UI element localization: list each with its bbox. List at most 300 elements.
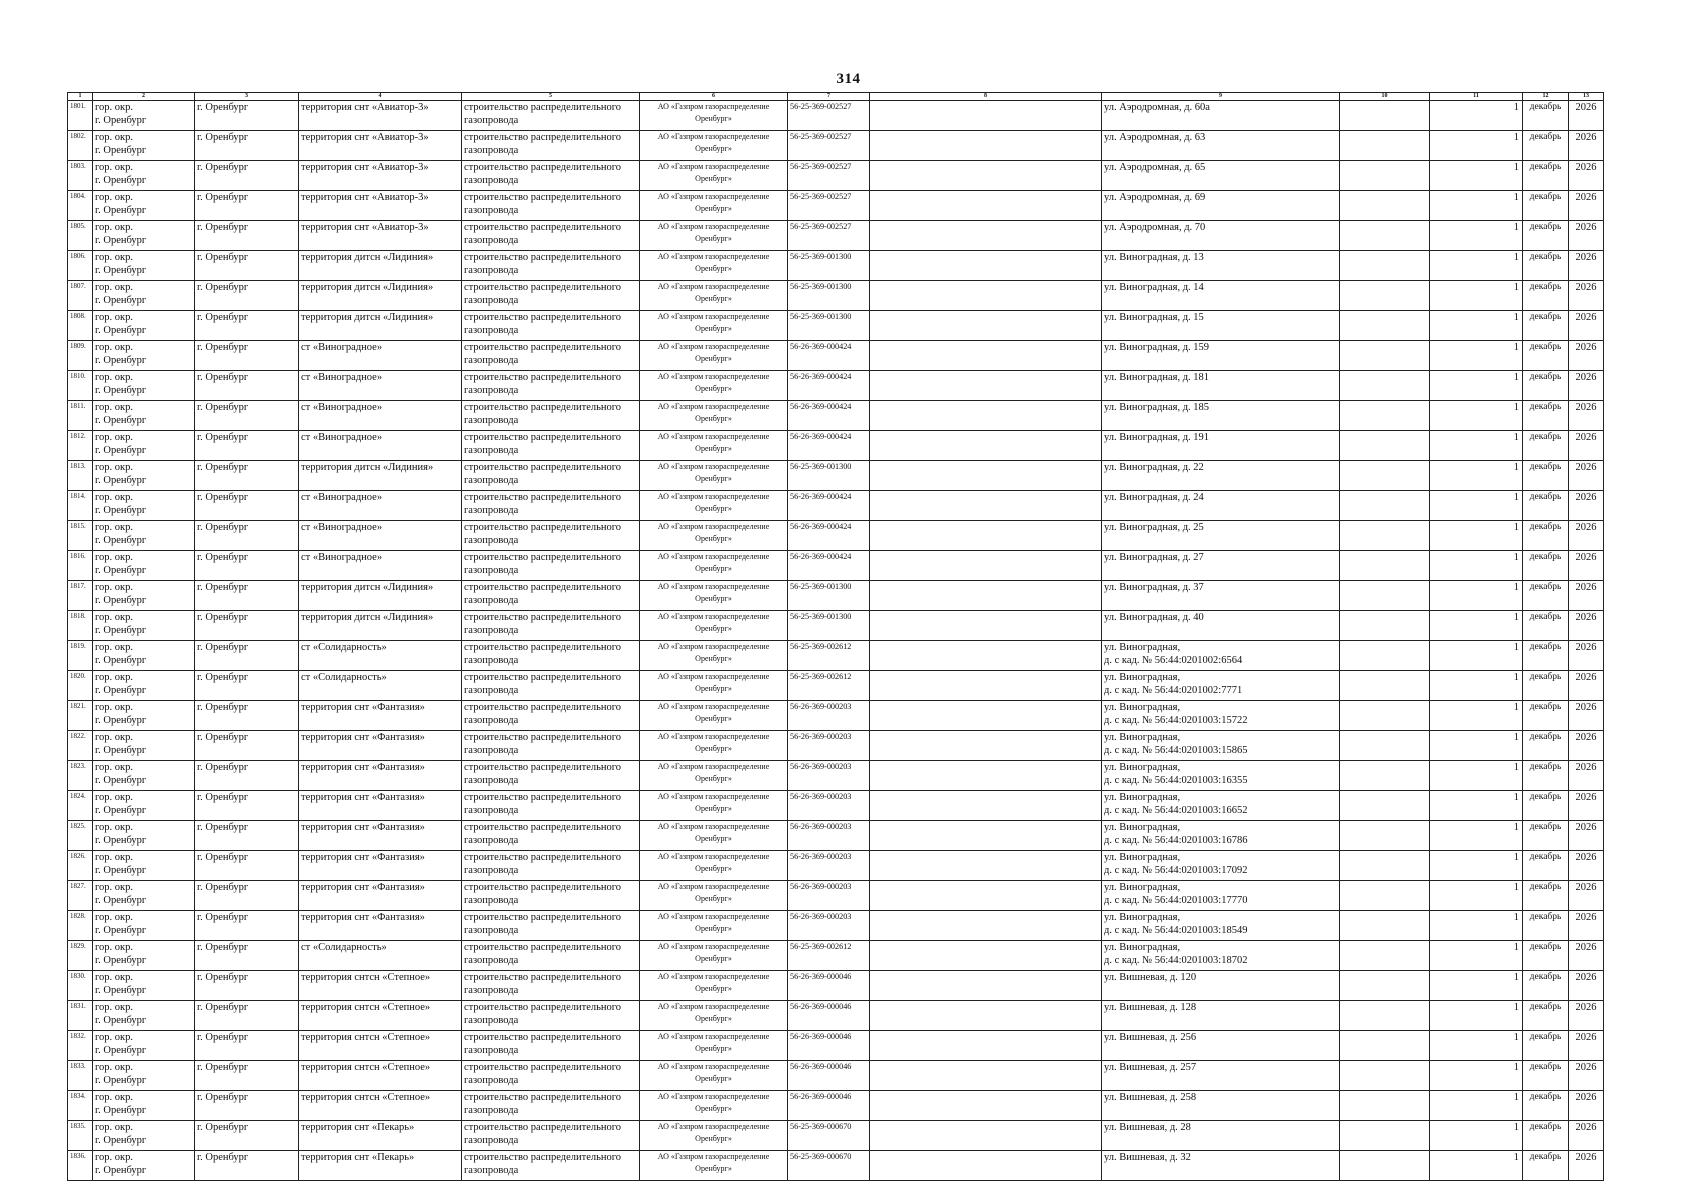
address-line-2: д. с кад. № 56:44:0201003:17770 [1104,895,1248,906]
organization-line-1: АО «Газпром газораспределение [657,372,770,381]
cell-code [788,1121,870,1151]
cell-qty [1430,1151,1523,1181]
year: 2026 [1575,1092,1597,1103]
cell-district [93,281,195,311]
cell-work [462,641,640,671]
month: декабрь [1529,1152,1562,1162]
organization-line-2: Оренбург» [695,1104,732,1113]
organization-line-1: АО «Газпром газораспределение [657,702,770,711]
network-code: 56-26-369-000203 [790,852,852,861]
district-line-2: г. Оренбург [95,115,147,126]
cell-org [640,941,788,971]
cell-empty8 [870,161,1102,191]
cell-work [462,911,640,941]
cell-work [462,491,640,521]
month: декабрь [1529,612,1562,622]
cell-city [195,641,299,671]
network-code: 56-25-369-002612 [790,642,852,651]
cell-year [1569,551,1604,581]
cell-num [68,761,93,791]
quantity: 1 [1513,582,1519,593]
cell-num [68,821,93,851]
district-line-1: гор. окр. [95,882,134,893]
cell-month [1523,671,1569,701]
table-row [68,821,1604,851]
work-line-2: газопровода [464,955,519,966]
cell-num [68,971,93,1001]
cell-territory [299,851,462,881]
district-line-1: гор. окр. [95,552,134,563]
cell-year [1569,221,1604,251]
territory: территория дитсн «Лидиния» [301,252,434,263]
cell-empty10 [1340,521,1430,551]
cell-year [1569,851,1604,881]
cell-territory [299,1091,462,1121]
work-line-1: строительство распределительного [464,432,622,443]
quantity: 1 [1513,492,1519,503]
cell-code [788,911,870,941]
cell-num [68,671,93,701]
cell-month [1523,131,1569,161]
cell-qty [1430,521,1523,551]
cell-year [1569,1001,1604,1031]
cell-code [788,641,870,671]
year: 2026 [1575,102,1597,113]
cell-city [195,761,299,791]
work-line-2: газопровода [464,385,519,396]
cell-address [1102,491,1340,521]
cell-month [1523,851,1569,881]
cell-work [462,101,640,131]
work-line-1: строительство распределительного [464,912,622,923]
network-code: 56-25-369-002527 [790,102,852,111]
organization-line-1: АО «Газпром газораспределение [657,642,770,651]
month: декабрь [1529,162,1562,172]
cell-month [1523,551,1569,581]
cell-month [1523,371,1569,401]
month: декабрь [1529,1002,1562,1012]
cell-year [1569,1061,1604,1091]
table-row [68,521,1604,551]
district-line-2: г. Оренбург [95,325,147,336]
cell-territory [299,281,462,311]
settlement: г. Оренбург [197,402,249,413]
district-line-1: гор. окр. [95,822,134,833]
cell-num [68,161,93,191]
table-row [68,401,1604,431]
territory: территория дитсн «Лидиния» [301,312,434,323]
district-line-2: г. Оренбург [95,685,147,696]
cell-month [1523,1091,1569,1121]
cell-year [1569,491,1604,521]
territory: территория снт «Авиатор-3» [301,102,429,113]
cell-empty8 [870,341,1102,371]
cell-territory [299,101,462,131]
work-line-2: газопровода [464,685,519,696]
month: декабрь [1529,492,1562,502]
district-line-1: гор. окр. [95,222,134,233]
network-code: 56-26-369-000424 [790,342,852,351]
cell-empty8 [870,761,1102,791]
month: декабрь [1529,1122,1562,1132]
cell-district [93,1121,195,1151]
table-row [68,791,1604,821]
cell-year [1569,191,1604,221]
work-line-1: строительство распределительного [464,402,622,413]
organization-line-1: АО «Газпром газораспределение [657,732,770,741]
cell-qty [1430,221,1523,251]
month: декабрь [1529,1092,1562,1102]
cell-empty8 [870,281,1102,311]
cell-address [1102,1121,1340,1151]
cell-empty8 [870,971,1102,1001]
year: 2026 [1575,402,1597,413]
cell-year [1569,731,1604,761]
cell-city [195,941,299,971]
territory: территория снт «Фантазия» [301,732,425,743]
cell-qty [1430,701,1523,731]
cell-empty8 [870,1091,1102,1121]
cell-address [1102,641,1340,671]
cell-district [93,581,195,611]
month: декабрь [1529,372,1562,382]
territory: территория дитсн «Лидиния» [301,282,434,293]
cell-district [93,911,195,941]
settlement: г. Оренбург [197,882,249,893]
cell-code [788,851,870,881]
cell-qty [1430,311,1523,341]
cell-empty10 [1340,641,1430,671]
cell-district [93,1061,195,1091]
year: 2026 [1575,672,1597,683]
cell-org [640,311,788,341]
cell-address [1102,911,1340,941]
work-line-1: строительство распределительного [464,882,622,893]
organization-line-1: АО «Газпром газораспределение [657,822,770,831]
year: 2026 [1575,1032,1597,1043]
cell-empty10 [1340,911,1430,941]
cell-year [1569,611,1604,641]
cell-city [195,161,299,191]
cell-empty8 [870,1121,1102,1151]
organization-line-2: Оренбург» [695,864,732,873]
cell-qty [1430,971,1523,1001]
cell-num [68,251,93,281]
cell-org [640,161,788,191]
row-number: 1806. [70,252,86,260]
cell-empty10 [1340,971,1430,1001]
organization-line-2: Оренбург» [695,354,732,363]
settlement: г. Оренбург [197,162,249,173]
district-line-1: гор. окр. [95,342,134,353]
work-line-2: газопровода [464,745,519,756]
row-number: 1810. [70,372,86,380]
address-line-1: ул. Виноградная, [1104,672,1181,683]
cell-qty [1430,611,1523,641]
organization-line-1: АО «Газпром газораспределение [657,552,770,561]
column-header: 2 [93,93,195,101]
cell-qty [1430,851,1523,881]
cell-empty8 [870,371,1102,401]
cell-month [1523,251,1569,281]
cell-num [68,581,93,611]
work-line-1: строительство распределительного [464,1062,622,1073]
work-line-1: строительство распределительного [464,612,622,623]
cell-district [93,731,195,761]
table-row [68,551,1604,581]
cell-district [93,521,195,551]
cell-work [462,251,640,281]
cell-code [788,221,870,251]
district-line-1: гор. окр. [95,522,134,533]
cell-month [1523,791,1569,821]
month: декабрь [1529,222,1562,232]
address-line-1: ул. Виноградная, д. 22 [1104,462,1204,473]
work-line-2: газопровода [464,175,519,186]
column-header: 4 [299,93,462,101]
address-line-1: ул. Вишневая, д. 257 [1104,1062,1197,1073]
organization-line-2: Оренбург» [695,204,732,213]
table-row [68,281,1604,311]
cell-month [1523,191,1569,221]
cell-address [1102,671,1340,701]
quantity: 1 [1513,312,1519,323]
cell-address [1102,311,1340,341]
organization-line-2: Оренбург» [695,594,732,603]
cell-qty [1430,821,1523,851]
settlement: г. Оренбург [197,732,249,743]
cell-year [1569,941,1604,971]
territory: территория снтсн «Степное» [301,1062,431,1073]
cell-district [93,131,195,161]
cell-code [788,881,870,911]
table-row [68,1151,1604,1181]
network-code: 56-25-369-001300 [790,312,852,321]
cell-num [68,1031,93,1061]
work-line-1: строительство распределительного [464,822,622,833]
cell-city [195,311,299,341]
network-code: 56-25-369-001300 [790,582,852,591]
network-code: 56-25-369-001300 [790,462,852,471]
table-row [68,1061,1604,1091]
settlement: г. Оренбург [197,192,249,203]
settlement: г. Оренбург [197,462,249,473]
month: декабрь [1529,912,1562,922]
year: 2026 [1575,1062,1597,1073]
cell-district [93,491,195,521]
row-number: 1813. [70,462,86,470]
network-code: 56-25-369-002612 [790,942,852,951]
cell-num [68,1151,93,1181]
cell-territory [299,971,462,1001]
cell-address [1102,131,1340,161]
cell-empty10 [1340,851,1430,881]
cell-month [1523,761,1569,791]
district-line-1: гор. окр. [95,582,134,593]
address-line-1: ул. Виноградная, [1104,702,1181,713]
table-row [68,1031,1604,1061]
work-line-2: газопровода [464,925,519,936]
cell-org [640,401,788,431]
cell-district [93,191,195,221]
cell-territory [299,251,462,281]
cell-qty [1430,161,1523,191]
cell-month [1523,401,1569,431]
territory: территория дитсн «Лидиния» [301,612,434,623]
cell-work [462,821,640,851]
settlement: г. Оренбург [197,582,249,593]
cell-work [462,341,640,371]
cell-num [68,281,93,311]
settlement: г. Оренбург [197,342,249,353]
cell-city [195,851,299,881]
district-line-2: г. Оренбург [95,955,147,966]
territory: территория снт «Фантазия» [301,882,425,893]
column-header: 1 [68,93,93,101]
settlement: г. Оренбург [197,672,249,683]
cell-code [788,1061,870,1091]
quantity: 1 [1513,222,1519,233]
row-number: 1812. [70,432,86,440]
address-line-1: ул. Виноградная, д. 13 [1104,252,1204,263]
year: 2026 [1575,972,1597,983]
table-row [68,611,1604,641]
cell-address [1102,971,1340,1001]
settlement: г. Оренбург [197,852,249,863]
cell-territory [299,821,462,851]
cell-empty10 [1340,1001,1430,1031]
cell-empty10 [1340,131,1430,161]
cell-empty8 [870,1001,1102,1031]
cell-year [1569,371,1604,401]
cell-month [1523,1151,1569,1181]
cell-num [68,401,93,431]
organization-line-1: АО «Газпром газораспределение [657,942,770,951]
work-line-2: газопровода [464,805,519,816]
year: 2026 [1575,462,1597,473]
cell-qty [1430,191,1523,221]
cell-work [462,761,640,791]
cell-work [462,1001,640,1031]
cell-month [1523,311,1569,341]
cell-empty10 [1340,491,1430,521]
quantity: 1 [1513,912,1519,923]
cell-territory [299,911,462,941]
work-line-1: строительство распределительного [464,672,622,683]
network-code: 56-25-369-001300 [790,612,852,621]
territory: территория снт «Авиатор-3» [301,132,429,143]
year: 2026 [1575,852,1597,863]
cell-year [1569,701,1604,731]
cell-empty8 [870,401,1102,431]
organization-line-1: АО «Газпром газораспределение [657,132,770,141]
address-line-1: ул. Вишневая, д. 256 [1104,1032,1197,1043]
settlement: г. Оренбург [197,642,249,653]
territory: территория снт «Пекарь» [301,1122,415,1133]
address-line-1: ул. Виноградная, [1104,882,1181,893]
work-line-2: газопровода [464,595,519,606]
table-row [68,311,1604,341]
cell-org [640,791,788,821]
address-line-1: ул. Виноградная, [1104,642,1181,653]
cell-year [1569,971,1604,1001]
cell-empty8 [870,1061,1102,1091]
organization-line-1: АО «Газпром газораспределение [657,612,770,621]
district-line-2: г. Оренбург [95,775,147,786]
cell-city [195,701,299,731]
cell-empty8 [870,101,1102,131]
cell-address [1102,851,1340,881]
work-line-2: газопровода [464,355,519,366]
cell-city [195,881,299,911]
cell-district [93,251,195,281]
organization-line-2: Оренбург» [695,264,732,273]
cell-year [1569,131,1604,161]
network-code: 56-25-369-002527 [790,222,852,231]
address-line-2: д. с кад. № 56:44:0201003:15865 [1104,745,1248,756]
work-line-1: строительство распределительного [464,372,622,383]
cell-address [1102,1151,1340,1181]
cell-num [68,491,93,521]
cell-work [462,1151,640,1181]
work-line-1: строительство распределительного [464,582,622,593]
work-line-2: газопровода [464,205,519,216]
organization-line-1: АО «Газпром газораспределение [657,342,770,351]
organization-line-1: АО «Газпром газораспределение [657,582,770,591]
work-line-1: строительство распределительного [464,552,622,563]
column-header: 7 [788,93,870,101]
organization-line-1: АО «Газпром газораспределение [657,1062,770,1071]
quantity: 1 [1513,162,1519,173]
district-line-2: г. Оренбург [95,655,147,666]
row-number: 1836. [70,1152,86,1160]
register-table [67,92,1604,1181]
table-row [68,911,1604,941]
cell-code [788,1151,870,1181]
table-row [68,431,1604,461]
cell-code [788,191,870,221]
cell-org [640,1121,788,1151]
work-line-1: строительство распределительного [464,792,622,803]
cell-month [1523,1121,1569,1151]
cell-district [93,611,195,641]
cell-year [1569,881,1604,911]
cell-num [68,731,93,761]
year: 2026 [1575,552,1597,563]
cell-territory [299,701,462,731]
organization-line-1: АО «Газпром газораспределение [657,1092,770,1101]
organization-line-2: Оренбург» [695,924,732,933]
month: декабрь [1529,132,1562,142]
organization-line-1: АО «Газпром газораспределение [657,162,770,171]
district-line-2: г. Оренбург [95,1165,147,1176]
organization-line-2: Оренбург» [695,324,732,333]
address-line-1: ул. Аэродромная, д. 65 [1104,162,1206,173]
cell-qty [1430,281,1523,311]
settlement: г. Оренбург [197,132,249,143]
month: декабрь [1529,102,1562,112]
cell-empty10 [1340,191,1430,221]
cell-month [1523,521,1569,551]
quantity: 1 [1513,522,1519,533]
address-line-1: ул. Аэродромная, д. 69 [1104,192,1206,203]
organization-line-1: АО «Газпром газораспределение [657,792,770,801]
year: 2026 [1575,912,1597,923]
organization-line-2: Оренбург» [695,444,732,453]
cell-org [640,761,788,791]
cell-address [1102,611,1340,641]
territory: ст «Виноградное» [301,522,383,533]
